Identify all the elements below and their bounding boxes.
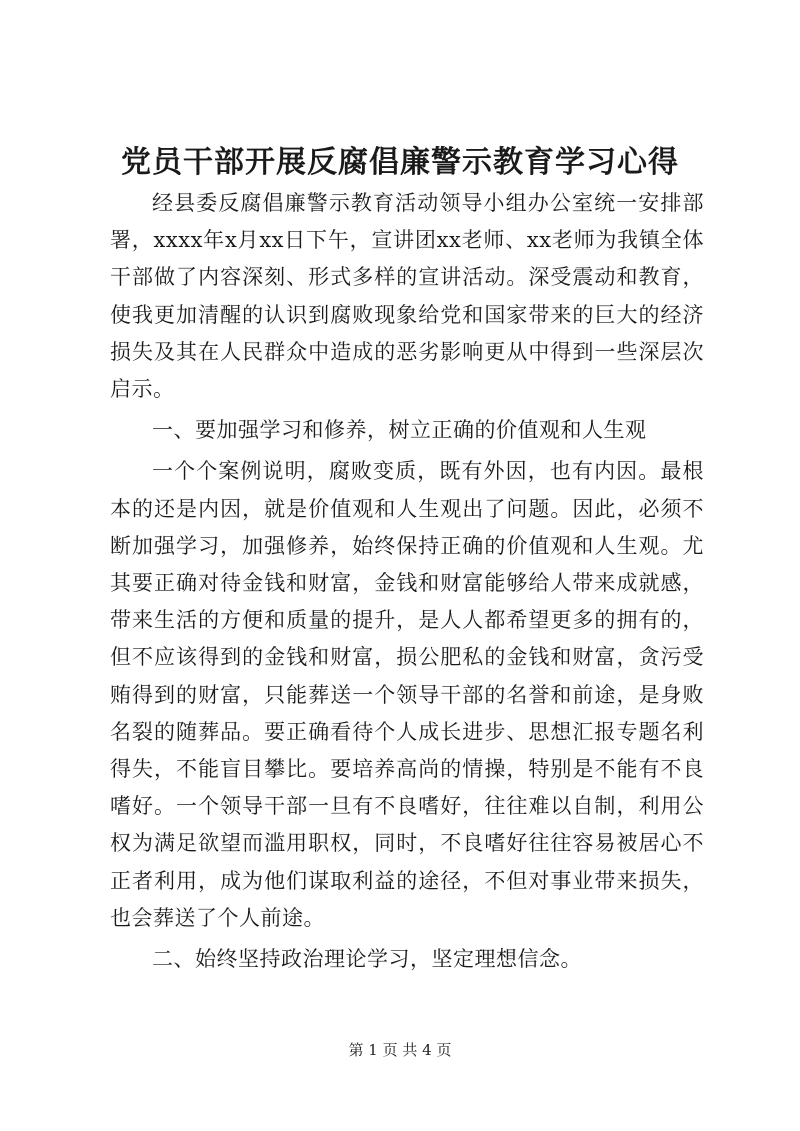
section-heading-2: 二、始终坚持政治理论学习，坚定理想信念。	[152, 947, 582, 972]
paragraph-section-1: 一个个案例说明，腐败变质，既有外因，也有内因。最根本的还是内因，就是价值观和人生观出了问题。因此，必须不断加强学习，加强修养，始终保持正确的价值观和人生观。尤其要正确对待金钱和财富，金钱和财富能够给人带来成就感，带来生活的方便和质量的提升，是人人都希望更多的拥有的，但不应该得到的金钱和财富，损公肥私的金钱和财富，贪污受贿得到的财富，只能葬送一个领导干部的名誉和前途，是身败名裂的随葬品。要正确看待个人成长进步、思想汇报专题名利得失，不能盲目攀比。要培养高尚的情操，特别是不能有不良嗜好。一个领导干部一旦有不良嗜好，往往难以自制，利用公权为满足欲望而滥用职权，同时，不良嗜好往往容易被居心不正者利用，成为他们谋取利益的途径，不但对事业带来损失，也会葬送了个人前途。	[110, 459, 704, 930]
document-title: 党员干部开展反腐倡廉警示教育学习心得	[121, 145, 679, 180]
section-heading-1: 一、要加强学习和修养，树立正确的价值观和人生观	[152, 418, 647, 443]
page-number-footer: 第 1 页 共 4 页	[348, 1041, 452, 1059]
document-body	[110, 185, 704, 982]
paragraph-intro: 经县委反腐倡廉警示教育活动领导小组办公室统一安排部署，xxxx年x月xx日下午，宣讲团xx老师、xx老师为我镇全体干部做了内容深刻、形式多样的宣讲活动。深受震动和教育，使我更加清醒的认识到腐败现象给党和国家带来的巨大的经济损失及其在人民群众中造成的恶劣影响更从中得到一些深层次启示。	[110, 191, 704, 402]
